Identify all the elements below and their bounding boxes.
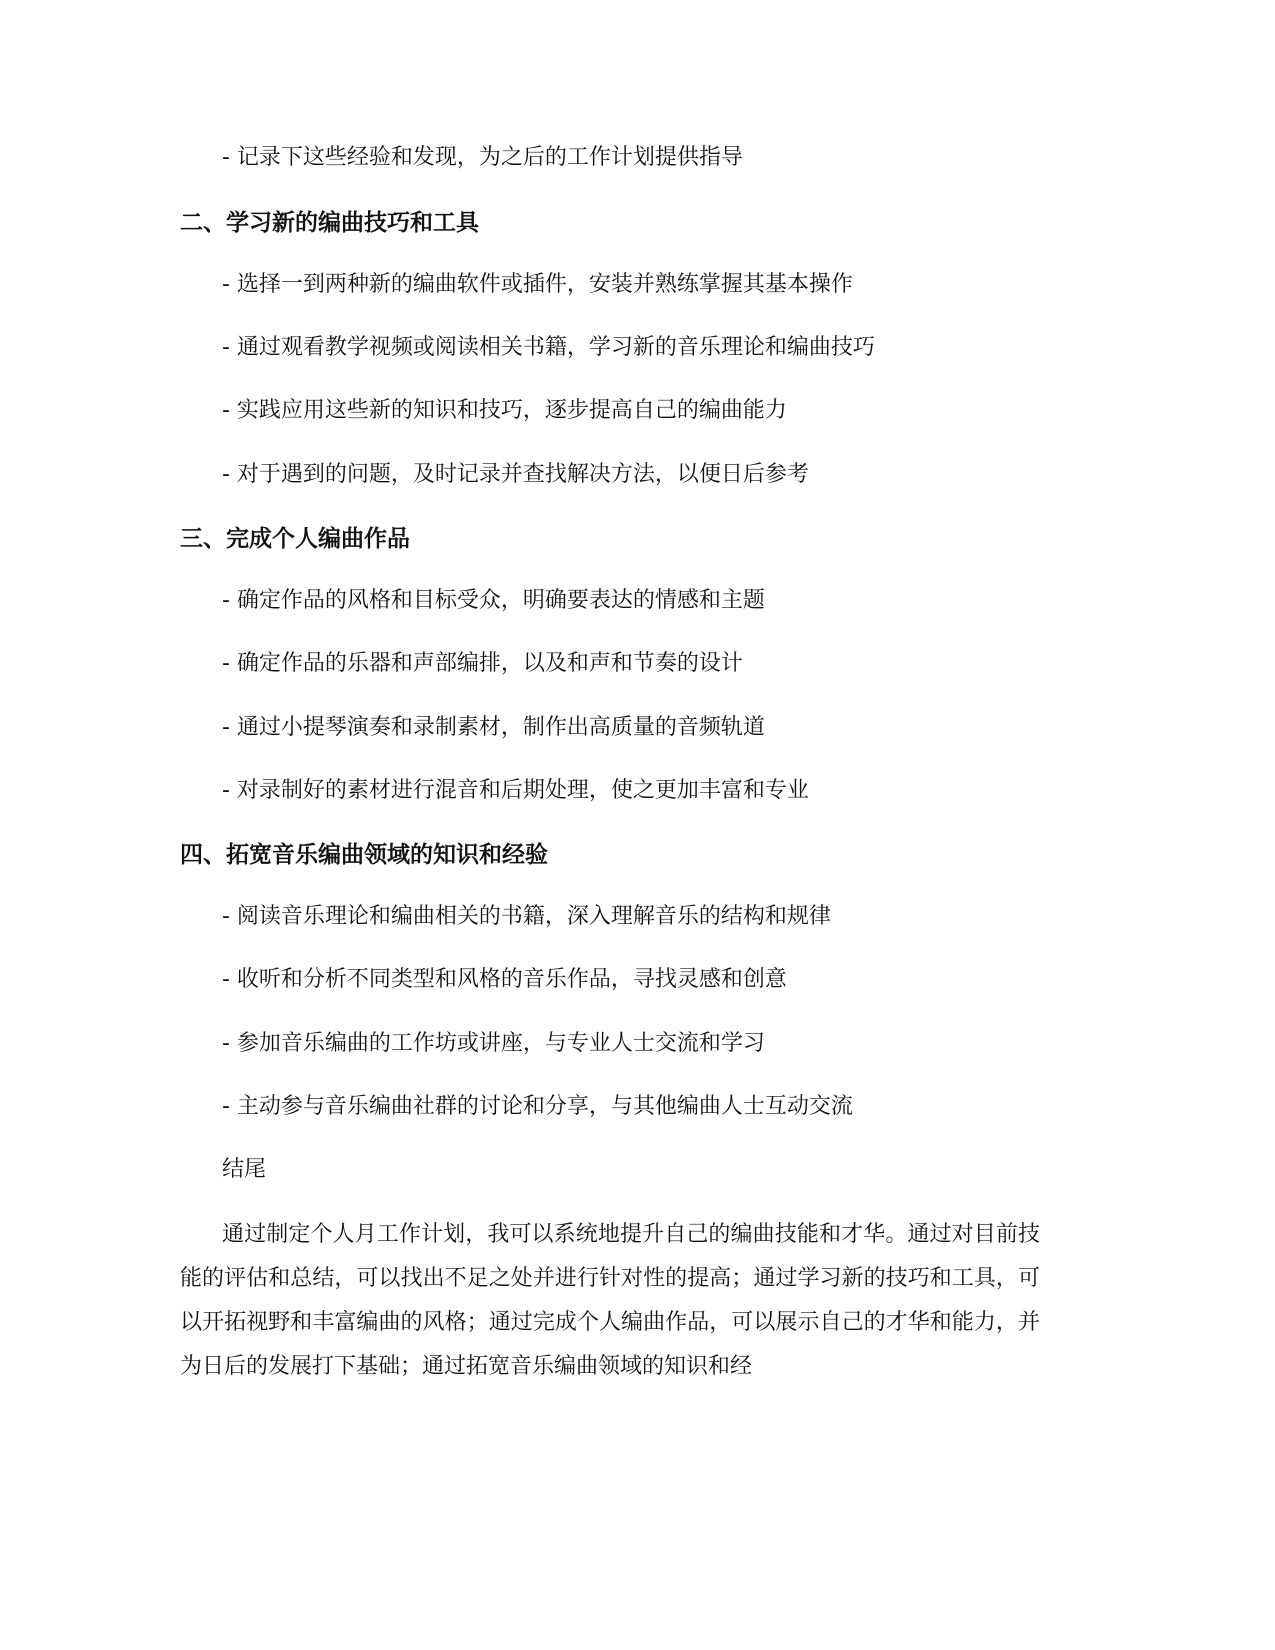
section-heading-4: 四、拓宽音乐编曲领域的知识和经验: [180, 842, 548, 868]
bullet-item: - 选择一到两种新的编曲软件或插件，安装并熟练掌握其基本操作: [222, 272, 853, 297]
bullet-item: - 对于遇到的问题，及时记录并查找解决方法，以便日后参考: [222, 462, 809, 487]
bullet-item: - 阅读音乐理论和编曲相关的书籍，深入理解音乐的结构和规律: [222, 904, 831, 929]
bullet-item: - 确定作品的乐器和声部编排，以及和声和节奏的设计: [222, 651, 743, 676]
bullet-item: - 确定作品的风格和目标受众，明确要表达的情感和主题: [222, 588, 765, 613]
section-heading-2: 二、学习新的编曲技巧和工具: [180, 210, 479, 236]
bullet-item: - 参加音乐编曲的工作坊或讲座，与专业人士交流和学习: [222, 1031, 765, 1056]
ending-paragraph: 通过制定个人月工作计划，我可以系统地提升自己的编曲技能和才华。通过对目前技能的评估和总结，可以找出不足之处并进行针对性的提高；通过学习新的技巧和工具，可以开拓视野和丰富编曲的风格；通过完成个人编曲作品，可以展示自己的才华和能力，并为日后的发展打下基础；通过拓宽音乐编曲领域的知识和经: [180, 1222, 1040, 1379]
bullet-item: - 对录制好的素材进行混音和后期处理，使之更加丰富和专业: [222, 778, 809, 803]
bullet-item: - 通过小提琴演奏和录制素材，制作出高质量的音频轨道: [222, 715, 765, 740]
bullet-item: - 收听和分析不同类型和风格的音乐作品，寻找灵感和创意: [222, 967, 787, 992]
bullet-item: - 实践应用这些新的知识和技巧，逐步提高自己的编曲能力: [222, 398, 787, 423]
ending-label: 结尾: [222, 1157, 267, 1182]
bullet-item: - 主动参与音乐编曲社群的讨论和分享，与其他编曲人士互动交流: [222, 1094, 853, 1119]
bullet-item: - 记录下这些经验和发现，为之后的工作计划提供指导: [222, 145, 743, 170]
bullet-item: - 通过观看教学视频或阅读相关书籍，学习新的音乐理论和编曲技巧: [222, 335, 875, 360]
section-heading-3: 三、完成个人编曲作品: [180, 526, 410, 552]
